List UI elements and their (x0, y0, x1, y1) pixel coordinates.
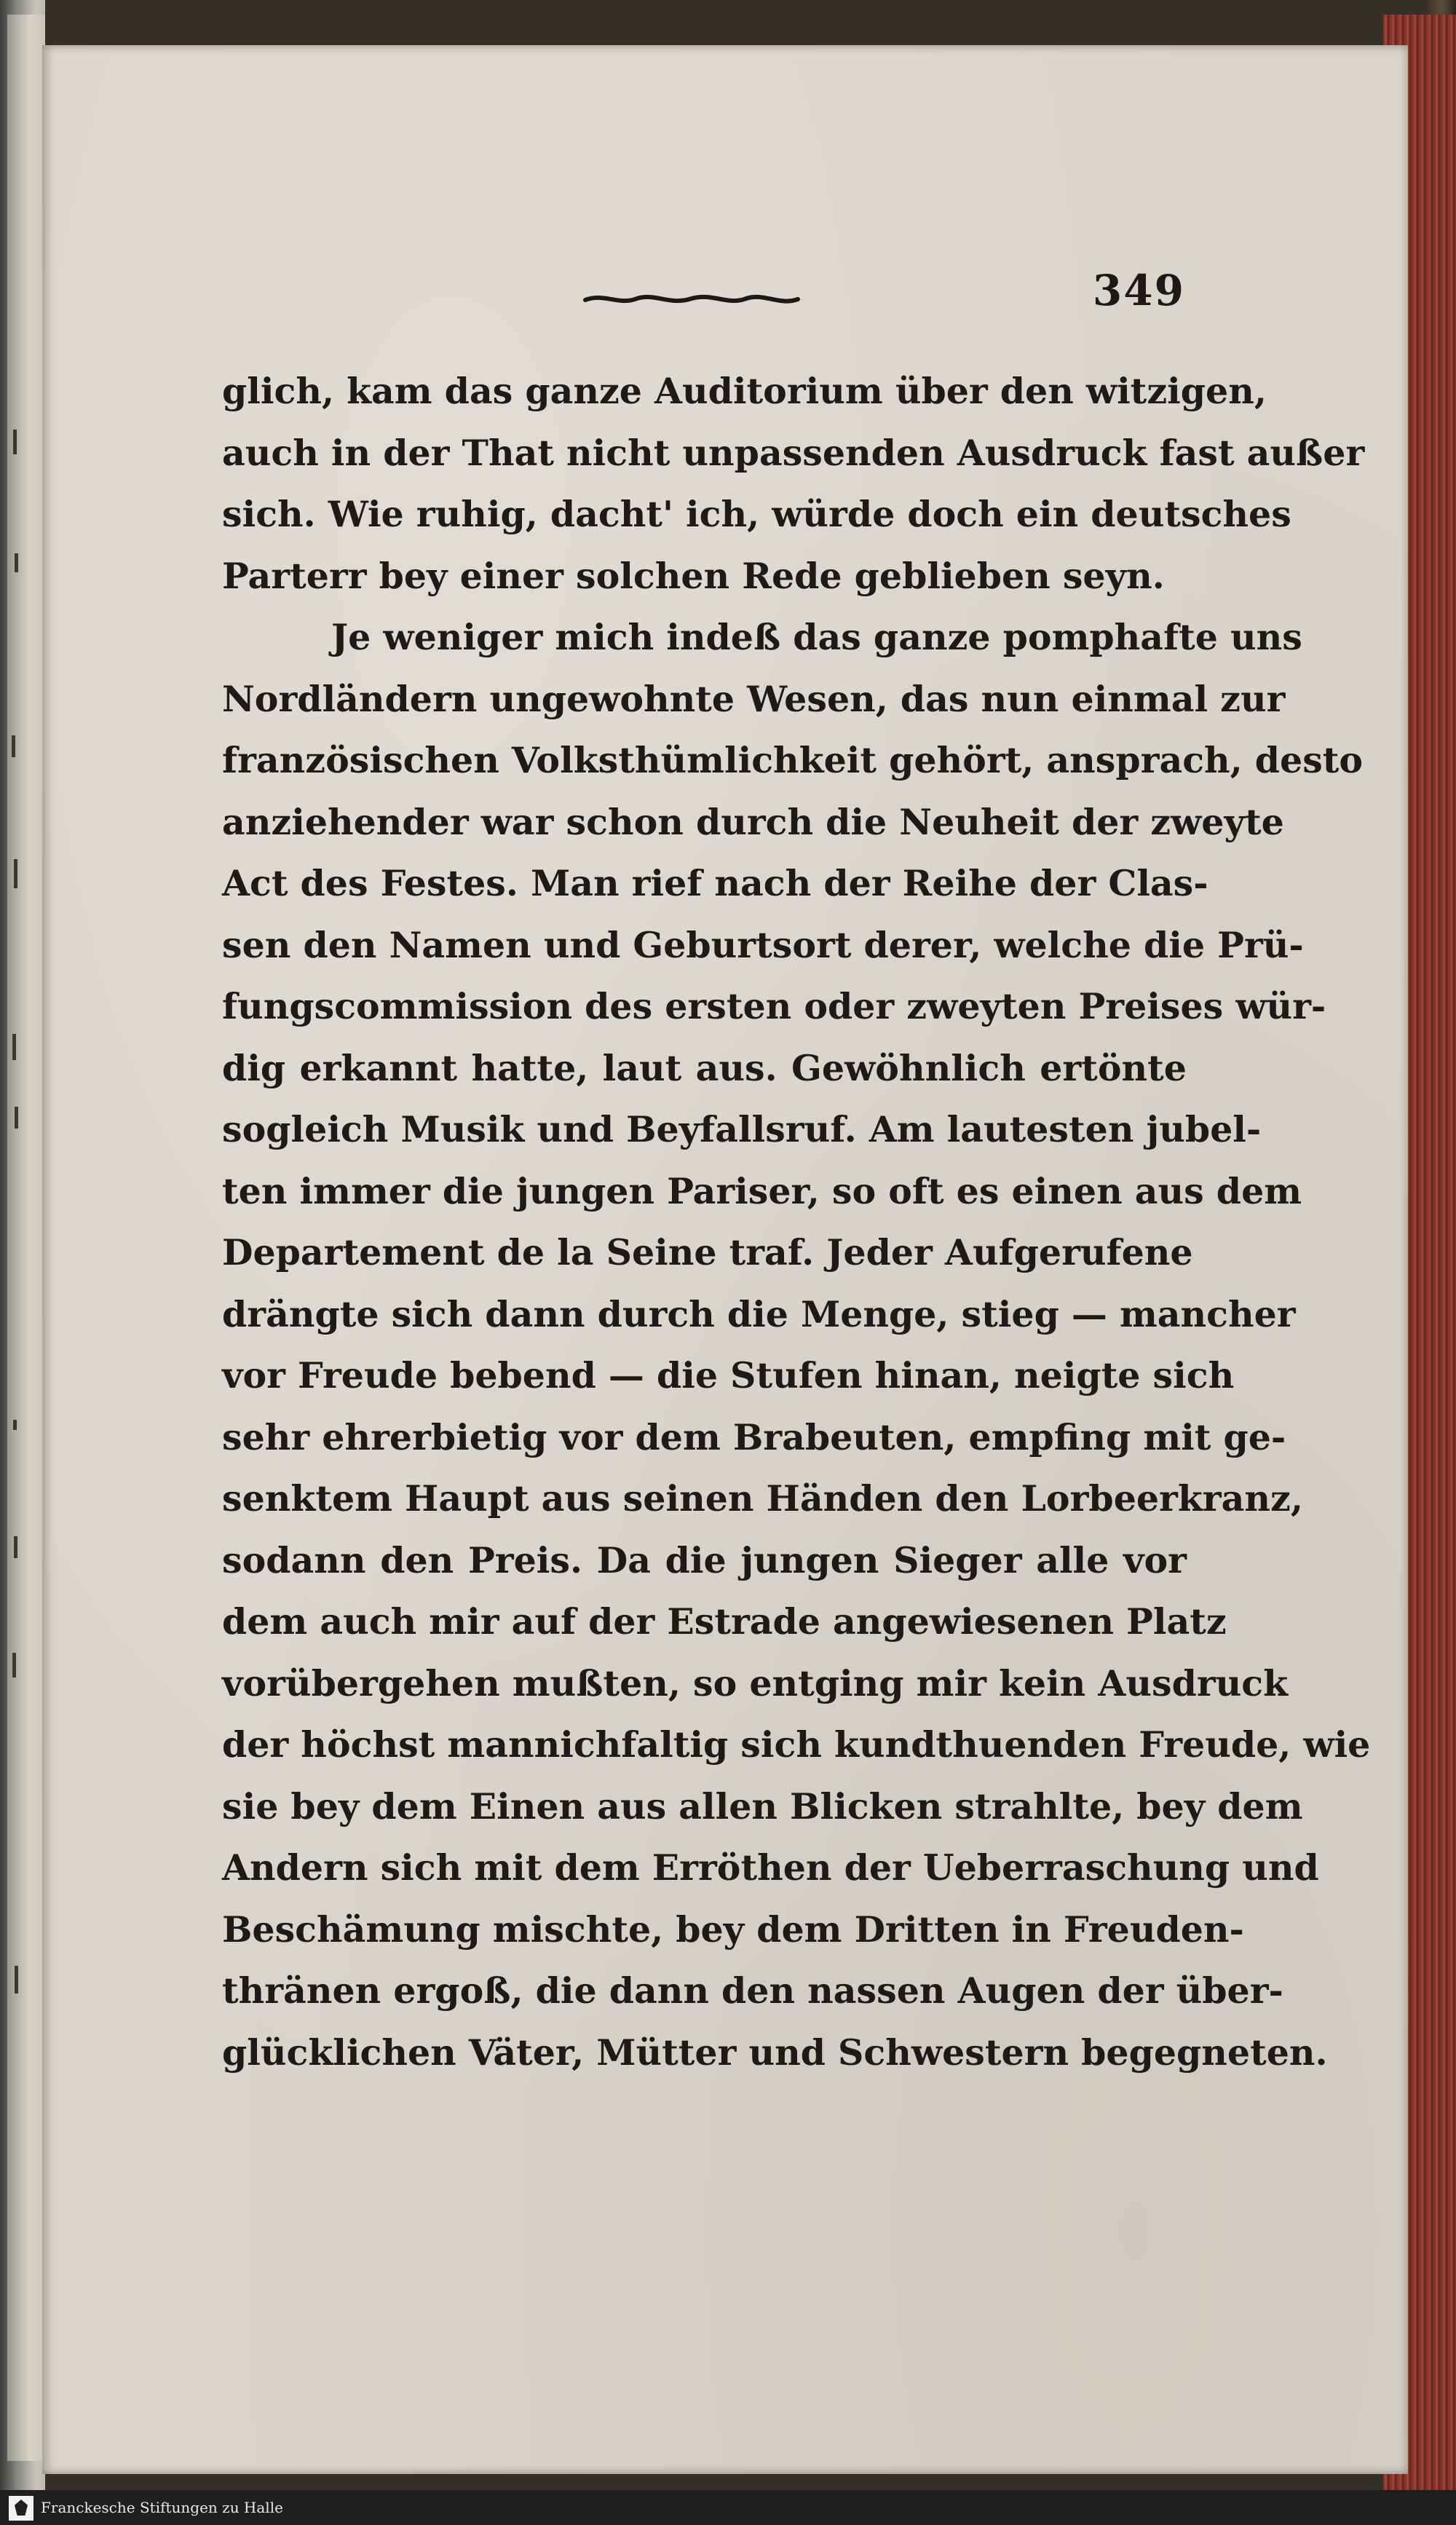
header-ornament (582, 290, 801, 309)
text-line: Departement de la Seine traf. Jeder Aufgerufene (222, 1231, 1193, 1273)
text-line: sodann den Preis. Da die jungen Sieger alle vor (222, 1538, 1187, 1581)
ink-mark (15, 1107, 18, 1129)
text-line: fungscommission des ersten oder zweyten Preises wür- (222, 985, 1326, 1027)
ink-mark (14, 1536, 17, 1558)
paragraph-start-line: Je weniger mich indeß das ganze pomphafte uns (331, 616, 1302, 658)
ink-mark (15, 1966, 18, 1993)
text-line: thränen ergoß, die dann den nassen Augen der über- (222, 1969, 1283, 2012)
page-number: 349 (1092, 266, 1185, 315)
ink-mark (15, 553, 18, 572)
text-line: dig erkannt hatte, laut aus. Gewöhnlich ertönte (222, 1046, 1187, 1089)
text-line: der höchst mannichfaltig sich kundthuenden Freude, wie (222, 1723, 1371, 1766)
ink-mark (13, 1420, 17, 1430)
ink-mark (12, 1034, 16, 1060)
text-line: dem auch mir auf der Estrade angewiesenen Platz (222, 1600, 1227, 1643)
text-line: sehr ehrerbietig vor dem Brabeuten, empfing mit ge- (222, 1415, 1286, 1458)
text-line: französischen Volksthümlichkeit gehört, ansprach, desto (222, 739, 1364, 781)
text-line: sich. Wie ruhig, dacht' ich, würde doch ein deutsches (222, 493, 1291, 535)
text-line: drängte sich dann durch die Menge, stieg — mancher (222, 1292, 1296, 1335)
ink-mark (13, 430, 17, 454)
text-line: vorübergehen mußten, so entging mir kein Ausdruck (222, 1661, 1289, 1704)
text-line: glich, kam das ganze Auditorium über den witzigen, (222, 370, 1267, 412)
ink-mark (14, 859, 17, 888)
facing-page-strip (7, 15, 45, 2461)
ink-mark (12, 1653, 16, 1678)
text-line: sen den Namen und Geburtsort derer, welche die Prü- (222, 923, 1304, 966)
text-line: ten immer die jungen Pariser, so oft es einen aus dem (222, 1169, 1302, 1212)
text-line: auch in der That nicht unpassenden Ausdruck fast außer (222, 431, 1365, 474)
text-line: Act des Festes. Man rief nach der Reihe der Clas- (222, 862, 1208, 904)
text-line: senktem Haupt aus seinen Händen den Lorbeerkranz, (222, 1477, 1303, 1520)
text-line: Parterr bey einer solchen Rede geblieben seyn. (222, 554, 1165, 597)
text-line: sie bey dem Einen aus allen Blicken strahlte, bey dem (222, 1785, 1303, 1827)
ink-mark (12, 735, 15, 757)
text-line: sogleich Musik und Beyfallsruf. Am lautesten jubel- (222, 1108, 1262, 1150)
text-line: glücklichen Väter, Mütter und Schwestern begegneten. (222, 2031, 1328, 2074)
text-line: Beschämung mischte, bey dem Dritten in Freuden- (222, 1908, 1244, 1951)
text-line: Nordländern ungewohnte Wesen, das nun einmal zur (222, 677, 1286, 720)
body-text (222, 360, 1371, 2083)
text-line: anziehender war schon durch die Neuheit der zweyte (222, 800, 1284, 843)
text-line: Andern sich mit dem Erröthen der Ueberraschung und (222, 1846, 1319, 1889)
institution-credit: Franckesche Stiftungen zu Halle (41, 2499, 283, 2516)
text-line: vor Freude bebend — die Stufen hinan, neigte sich (222, 1354, 1235, 1396)
